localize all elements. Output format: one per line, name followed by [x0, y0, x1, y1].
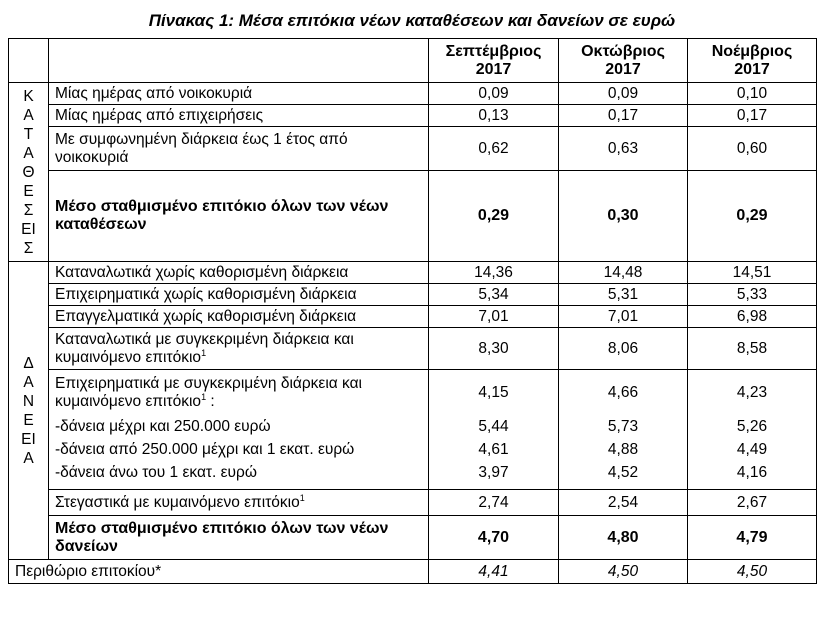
loans-side-label: Δ Α Ν Ε ΕΙ Α	[9, 262, 49, 560]
cell-value: 5,73	[559, 416, 688, 439]
deposits-side-label: Κ Α Τ Α Θ Ε Σ ΕΙ Σ	[9, 83, 49, 262]
table-row	[9, 83, 817, 105]
cell-value: 5,31	[559, 284, 688, 306]
cell-value: 0,09	[559, 83, 688, 105]
cell-value: 4,49	[688, 439, 817, 462]
footnote-marker: 1	[201, 347, 207, 358]
header-row	[9, 39, 817, 83]
cell-value: 4,79	[688, 516, 817, 560]
cell-value: 0,60	[688, 127, 817, 171]
cell-value: 2,54	[559, 490, 688, 516]
cell-value: 4,80	[559, 516, 688, 560]
table-row-total-loans	[9, 516, 817, 560]
cell-value: 2,74	[429, 490, 559, 516]
row-label: Μέσο σταθμισμένο επιτόκιο όλων των νέων δανείων	[49, 516, 429, 560]
cell-value: 0,30	[559, 171, 688, 262]
header-empty-side	[9, 39, 49, 83]
cell-value: 4,41	[429, 560, 559, 584]
table-row	[9, 262, 817, 284]
cell-value: 0,63	[559, 127, 688, 171]
cell-value: 4,50	[688, 560, 817, 584]
cell-value: 8,30	[429, 328, 559, 370]
row-label: Επιχειρηματικά με συγκεκριμένη διάρκεια και κυμαινόμενο επιτόκιο$^1$ :	[49, 370, 429, 416]
header-empty-label	[49, 39, 429, 83]
row-label: Καταναλωτικά χωρίς καθορισμένη διάρκεια	[49, 262, 429, 284]
row-label: -δάνεια από 250.000 μέχρι και 1 εκατ. ευρώ	[49, 439, 429, 462]
cell-value: 0,09	[429, 83, 559, 105]
table-row-total-deposits	[9, 171, 817, 262]
table-row	[9, 439, 817, 462]
row-label: Επαγγελματικά χωρίς καθορισμένη διάρκεια	[49, 306, 429, 328]
header-october: Οκτώβριος 2017	[559, 39, 688, 83]
row-label: Μίας ημέρας από νοικοκυριά	[49, 83, 429, 105]
cell-value: 5,34	[429, 284, 559, 306]
cell-value: 4,16	[688, 462, 817, 490]
cell-value: 0,13	[429, 105, 559, 127]
table-row	[9, 284, 817, 306]
cell-value: 4,23	[688, 370, 817, 416]
cell-value: 4,66	[559, 370, 688, 416]
cell-value: 8,06	[559, 328, 688, 370]
cell-value: 7,01	[429, 306, 559, 328]
cell-value: 2,67	[688, 490, 817, 516]
cell-value: 14,51	[688, 262, 817, 284]
cell-value: 3,97	[429, 462, 559, 490]
cell-value: 7,01	[559, 306, 688, 328]
cell-value: 4,61	[429, 439, 559, 462]
cell-value: 14,48	[559, 262, 688, 284]
cell-value: 4,88	[559, 439, 688, 462]
cell-value: 14,36	[429, 262, 559, 284]
table-row	[9, 490, 817, 516]
cell-value: 5,26	[688, 416, 817, 439]
header-november: Νοέμβριος 2017	[688, 39, 817, 83]
row-label: Με συμφωνημένη διάρκεια έως 1 έτος από νοικοκυριά	[49, 127, 429, 171]
footnote-marker: 1	[201, 391, 207, 402]
table-row	[9, 306, 817, 328]
row-label: Επιχειρηματικά χωρίς καθορισμένη διάρκεια	[49, 284, 429, 306]
table-row	[9, 105, 817, 127]
row-label: Στεγαστικά με κυμαινόμενο επιτόκιο$^1$	[49, 490, 429, 516]
footnote-marker: 1	[299, 492, 305, 503]
rates-table	[8, 38, 817, 584]
cell-value: 4,50	[559, 560, 688, 584]
table-row	[9, 370, 817, 416]
row-label: Μίας ημέρας από επιχειρήσεις	[49, 105, 429, 127]
cell-value: 8,58	[688, 328, 817, 370]
row-label: -δάνεια άνω του 1 εκατ. ευρώ	[49, 462, 429, 490]
cell-value: 0,17	[688, 105, 817, 127]
cell-value: 0,10	[688, 83, 817, 105]
cell-value: 0,17	[559, 105, 688, 127]
table-row	[9, 328, 817, 370]
table-row	[9, 462, 817, 490]
cell-value: 0,29	[429, 171, 559, 262]
cell-value: 4,52	[559, 462, 688, 490]
table-row-margin	[9, 560, 817, 584]
table-title: Πίνακας 1: Μέσα επιτόκια νέων καταθέσεων και δανείων σε ευρώ	[148, 11, 676, 30]
cell-value: 4,15	[429, 370, 559, 416]
header-september: Σεπτέμβριος 2017	[429, 39, 559, 83]
row-label: Περιθώριο επιτοκίου*	[9, 560, 429, 584]
cell-value: 0,29	[688, 171, 817, 262]
cell-value: 5,44	[429, 416, 559, 439]
cell-value: 4,70	[429, 516, 559, 560]
table-row	[9, 416, 817, 439]
cell-value: 6,98	[688, 306, 817, 328]
row-label: Μέσο σταθμισμένο επιτόκιο όλων των νέων καταθέσεων	[49, 171, 429, 262]
row-label: -δάνεια μέχρι και 250.000 ευρώ	[49, 416, 429, 439]
table-row	[9, 127, 817, 171]
cell-value: 0,62	[429, 127, 559, 171]
cell-value: 5,33	[688, 284, 817, 306]
row-label: Καταναλωτικά με συγκεκριμένη διάρκεια και κυμαινόμενο επιτόκιο$^1$	[49, 328, 429, 370]
